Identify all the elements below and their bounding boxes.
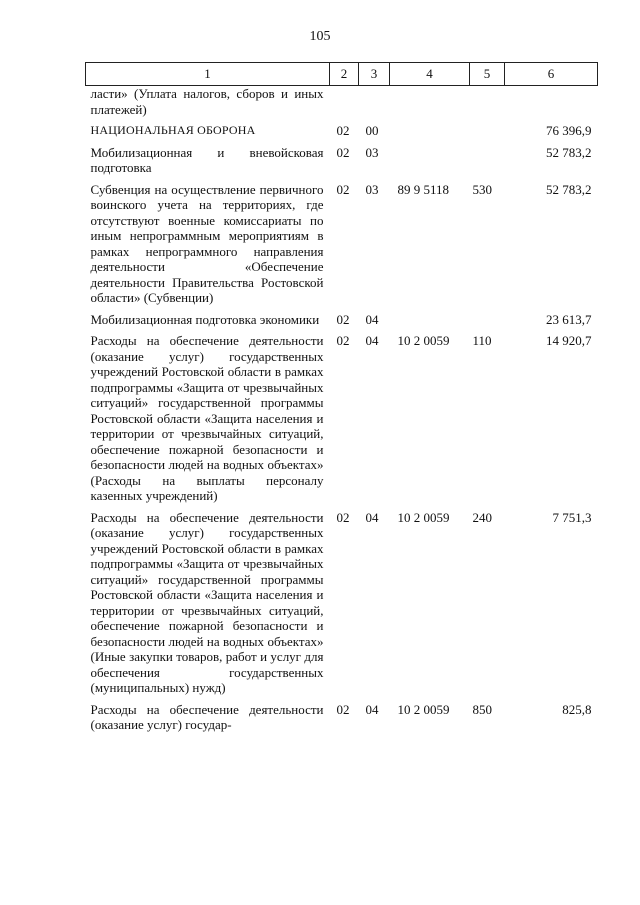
header-col-2: 2	[330, 63, 359, 86]
row-type	[470, 139, 505, 176]
row-target: 89 9 5118	[397, 181, 450, 197]
row-type	[470, 306, 505, 328]
table-row	[86, 139, 598, 176]
row-section: 02	[336, 701, 350, 717]
table-header-row	[86, 63, 598, 86]
row-name: Мобилизационная и вневойсковая подготовка	[90, 144, 324, 175]
row-name: Расходы на обеспечение деятельности (оказание услуг) государственных учреждений Ростовской области в рамках подпрограммы «Защита от чрезвычайных ситуаций» государственной программы Ростовской области «Защита населения и территории от чрезвычайных ситуаций, обеспечение пожарной безопасности и безопасности людей на водных объектах» (Иные закупки товаров, работ и услуг для обеспечения государственных (муниципальных) нужд)	[90, 509, 324, 695]
row-amount: 825,8	[562, 701, 592, 717]
header-col-1: 1	[86, 63, 330, 86]
header-col-6: 6	[505, 63, 598, 86]
row-name: ласти» (Уплата налогов, сборов и иных платежей)	[90, 86, 324, 117]
row-subsection: 04	[365, 333, 379, 348]
row-subsection: 00	[365, 123, 379, 138]
budget-table	[85, 62, 598, 733]
row-name: НАЦИОНАЛЬНАЯ ОБОРОНА	[90, 123, 256, 137]
header-col-4: 4	[390, 63, 470, 86]
row-section: 02	[336, 181, 350, 197]
row-name: Расходы на обеспечение деятельности (оказание услуг) государственных учреждений Ростовской области в рамках подпрограммы «Защита от чрезвычайных ситуаций» государственной программы Ростовской области «Защита населения и территории от чрезвычайных ситуаций, обеспечение пожарной безопасности и безопасности людей на водных объектах» (Расходы на выплаты персоналу казенных учреждений)	[90, 333, 324, 503]
table-row	[86, 176, 598, 306]
row-section: 02	[336, 123, 350, 138]
table-row	[86, 327, 598, 504]
table-row	[86, 696, 598, 733]
row-name: Субвенция на осуществление первичного воинского учета на территориях, где отсутствуют военные комиссариаты по иным непрограммным мероприятиям в рамках непрограммного направления деятельности «Обеспечение деятельности Правительства Ростовской области» (Субвенции)	[90, 181, 324, 305]
page-number: 105	[309, 29, 331, 44]
header-col-5: 5	[470, 63, 505, 86]
row-target: 10 2 0059	[397, 701, 450, 717]
row-type: 850	[472, 701, 492, 717]
row-subsection	[359, 86, 390, 118]
row-amount: 52 783,2	[546, 144, 592, 160]
row-subsection: 04	[365, 509, 379, 525]
row-section: 02	[336, 333, 350, 348]
row-section: 02	[336, 144, 350, 160]
row-target	[390, 306, 470, 328]
row-name: Расходы на обеспечение деятельности (оказание услуг) государ-	[90, 701, 324, 732]
row-type: 530	[472, 181, 492, 197]
row-target	[390, 86, 470, 118]
row-amount: 7 751,3	[552, 509, 592, 525]
row-subsection: 03	[365, 181, 379, 197]
row-target: 10 2 0059	[397, 509, 450, 525]
row-amount: 14 920,7	[546, 333, 592, 348]
table-row	[86, 117, 598, 139]
row-target: 10 2 0059	[397, 333, 450, 348]
row-amount: 23 613,7	[546, 311, 592, 327]
row-subsection: 04	[365, 311, 379, 327]
row-section: 02	[336, 509, 350, 525]
row-name: Мобилизационная подготовка экономики	[90, 311, 320, 327]
row-target	[390, 139, 470, 176]
table-row	[86, 306, 598, 328]
header-col-3: 3	[359, 63, 390, 86]
row-type: 240	[472, 509, 492, 525]
row-type	[470, 86, 505, 118]
row-amount	[505, 86, 598, 118]
row-section: 02	[336, 311, 350, 327]
table-row	[86, 86, 598, 118]
table-row	[86, 504, 598, 696]
row-amount: 52 783,2	[546, 181, 592, 197]
row-type	[470, 117, 505, 139]
row-type: 110	[472, 333, 492, 348]
row-amount: 76 396,9	[546, 123, 592, 138]
row-target	[390, 117, 470, 139]
row-subsection: 03	[365, 144, 379, 160]
row-section	[330, 86, 359, 118]
row-subsection: 04	[365, 701, 379, 717]
